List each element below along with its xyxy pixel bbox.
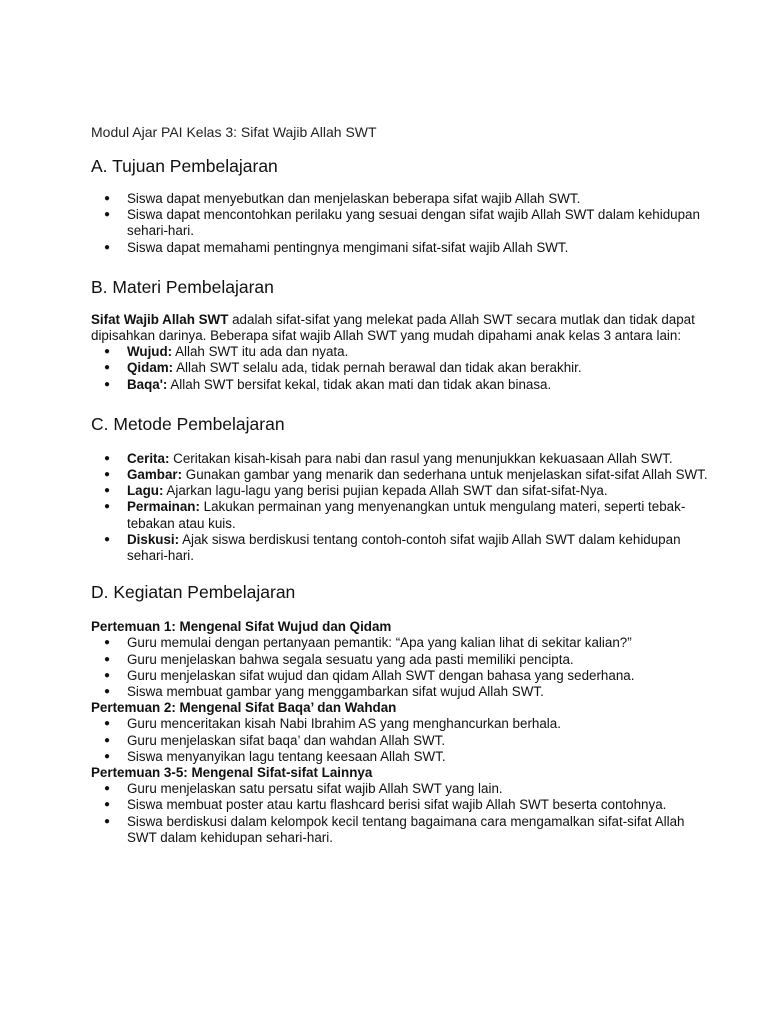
term: Lagu: [127,483,164,499]
meeting-title: Pertemuan 2: Mengenal Sifat Baqa’ dan Wahdan [91,700,397,716]
list-item [91,483,708,499]
metode-list [91,451,708,564]
materi-intro-term: Sifat Wajib Allah SWT [91,311,229,327]
meeting-list [91,635,708,700]
term-desc: Ajarkan lagu-lagu yang berisi pujian kepada Allah SWT dan sifat-sifat-Nya. [163,483,608,499]
list-item: ● Guru memulai dengan pertanyaan pemantik: “Apa yang kalian lihat di sekitar kalian?” [91,635,708,651]
term: Permainan: [127,499,200,515]
term: Gambar: [127,467,183,483]
list-item [91,467,708,483]
document-title: Modul Ajar PAI Kelas 3: Sifat Wajib Allah SWT [91,124,377,140]
meeting-list [91,716,708,765]
meeting-list [91,781,708,846]
list-item: ● Guru menjelaskan sifat wujud dan qidam Allah SWT dengan bahasa yang sederhana. [91,668,708,684]
materi-intro-text: adalah sifat-sifat yang melekat pada Allah SWT secara mutlak dan tidak dapat dipisahkan darinya. Beberapa sifat wajib Allah SWT yang mudah dipahami anak kelas 3 antara lain: [91,311,695,344]
list-item: ● Siswa menyanyikan lagu tentang keesaan Allah SWT. [91,749,708,765]
term-desc: Allah SWT selalu ada, tidak pernah berawal dan tidak akan berakhir. [173,360,582,376]
list-item: ● Guru menjelaskan satu persatu sifat wajib Allah SWT yang lain. [91,781,708,797]
list-item: ● Siswa membuat gambar yang menggambarkan sifat wujud Allah SWT. [91,684,708,700]
heading-materi: B. Materi Pembelajaran [91,276,274,297]
materi-intro [91,312,708,344]
term: Wujud: [127,344,173,360]
term-desc: Allah SWT bersifat kekal, tidak akan mati dan tidak akan binasa. [167,376,552,392]
list-item: ● Siswa dapat memahami pentingnya mengimani sifat-sifat wajib Allah SWT. [91,240,708,256]
list-item: ● Guru menjelaskan bahwa segala sesuatu yang ada pasti memiliki pencipta. [91,652,708,668]
list-item [91,532,708,564]
heading-metode: C. Metode Pembelajaran [91,413,285,434]
term: Cerita: [127,450,170,466]
list-item: ● Siswa berdiskusi dalam kelompok kecil tentang bagaimana cara mengamalkan sifat-sifat Allah SWT dalam kehidupan sehari-hari. [91,814,708,846]
list-item [91,377,708,393]
term-desc: Lakukan permainan yang menyenangkan untuk mengulang materi, seperti tebak-tebakan atau kuis. [127,499,686,531]
list-item [91,344,708,360]
term-desc: Allah SWT itu ada dan nyata. [172,344,349,360]
materi-list [91,344,708,393]
heading-kegiatan: D. Kegiatan Pembelajaran [91,582,296,603]
tujuan-list [91,191,708,256]
meeting-title: Pertemuan 3-5: Mengenal Sifat-sifat Lainnya [91,765,373,781]
list-item [91,451,708,467]
term-desc: Gunakan gambar yang menarik dan sederhana untuk menjelaskan sifat-sifat Allah SWT. [182,467,708,483]
list-item [91,360,708,376]
list-item: ● Siswa dapat menyebutkan dan menjelaskan beberapa sifat wajib Allah SWT. [91,191,708,207]
list-item: ● Siswa dapat mencontohkan perilaku yang sesuai dengan sifat wajib Allah SWT dalam kehidupan sehari-hari. [91,207,708,239]
list-item: ● Guru menceritakan kisah Nabi Ibrahim AS yang menghancurkan berhala. [91,716,708,732]
term: Qidam: [127,360,174,376]
term: Baqa': [127,376,168,392]
list-item [91,499,708,531]
heading-tujuan: A. Tujuan Pembelajaran [91,156,278,176]
meeting-title: Pertemuan 1: Mengenal Sifat Wujud dan Qidam [91,619,392,635]
list-item: ● Guru menjelaskan sifat baqa’ dan wahdan Allah SWT. [91,733,708,749]
list-item: ● Siswa membuat poster atau kartu flashcard berisi sifat wajib Allah SWT beserta contohnya. [91,797,708,813]
term-desc: Ceritakan kisah-kisah para nabi dan rasul yang menunjukkan kekuasaan Allah SWT. [169,450,673,466]
term-desc: Ajak siswa berdiskusi tentang contoh-contoh sifat wajib Allah SWT dalam kehidupan sehari-hari. [127,531,681,564]
term: Diskusi: [127,531,180,547]
